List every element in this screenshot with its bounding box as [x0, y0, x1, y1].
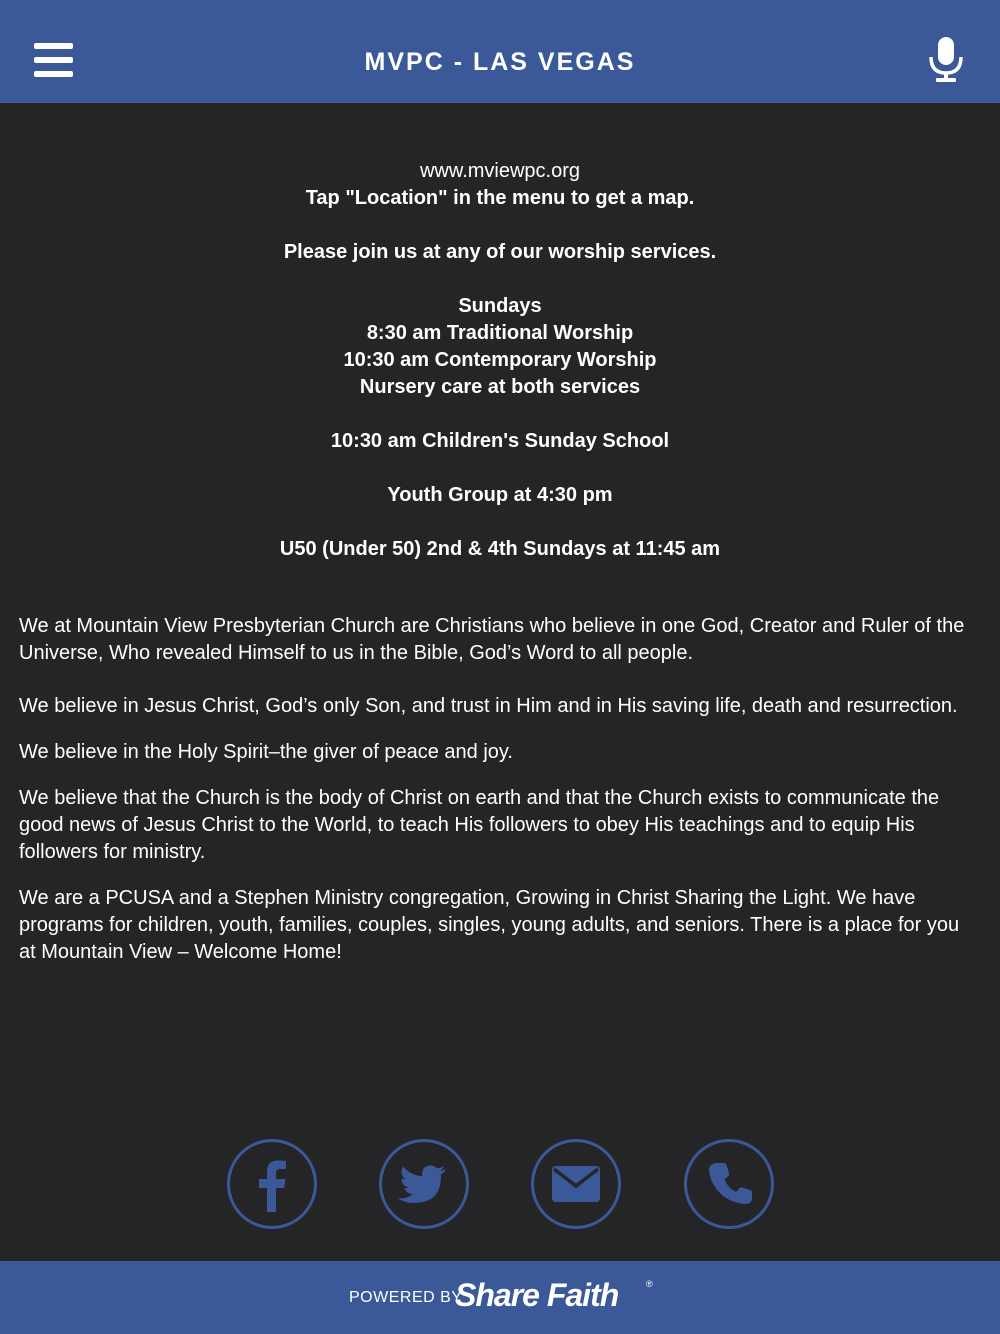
page-title: MVPC - LAS VEGAS: [364, 48, 636, 76]
about-paragraph: We are a PCUSA and a Stephen Ministry congregation, Growing in Christ Sharing the Light. We have programs for children, youth, families, couples, singles, young adults, and seniors. There is a place for you at Mountain View – Welcome Home!: [19, 887, 960, 963]
service-times-section: [0, 158, 1000, 563]
top-app-bar: [0, 0, 1000, 103]
microphone-icon[interactable]: [926, 35, 966, 83]
about-section: [19, 613, 979, 985]
registered-mark: ®: [646, 1279, 653, 1289]
about-paragraph: We believe in the Holy Spirit–the giver of peace and joy.: [19, 741, 513, 763]
website-link[interactable]: www.mviewpc.org: [419, 160, 581, 182]
phone-icon[interactable]: [684, 1139, 774, 1229]
twitter-icon[interactable]: [379, 1139, 469, 1229]
about-paragraph: We believe in Jesus Christ, God’s only Son, and trust in Him and in His saving life, death and resurrection.: [19, 695, 958, 717]
footer-bar: [0, 1261, 1000, 1334]
youth-group-time: Youth Group at 4:30 pm: [387, 484, 613, 506]
about-paragraph: We at Mountain View Presbyterian Church are Christians who believe in one God, Creator and Ruler of the Universe, Who revealed Himself to us in the Bible, God’s Word to all people.: [19, 615, 965, 664]
sunday-school-time: 10:30 am Children's Sunday School: [330, 430, 670, 452]
nursery-note: Nursery care at both services: [359, 376, 641, 398]
about-paragraph: We believe that the Church is the body of Christ on earth and that the Church exists to communicate the good news of Jesus Christ to the World, to teach His followers to obey His teachings and to equip His followers for ministry.: [19, 787, 940, 863]
location-tip: Tap "Location" in the menu to get a map.: [305, 187, 695, 209]
sundays-heading: Sundays: [458, 295, 542, 317]
contemporary-service: 10:30 am Contemporary Worship: [343, 349, 657, 371]
worship-invite: Please join us at any of our worship services.: [283, 241, 717, 263]
traditional-service: 8:30 am Traditional Worship: [366, 322, 634, 344]
facebook-icon[interactable]: [227, 1139, 317, 1229]
email-icon[interactable]: [531, 1139, 621, 1229]
social-links: [0, 1139, 1000, 1229]
u50-group-time: U50 (Under 50) 2nd & 4th Sundays at 11:45 am: [279, 538, 721, 560]
sharefaith-logo[interactable]: Share Faith: [455, 1277, 619, 1313]
powered-by-label: POWERED BY: [349, 1289, 463, 1306]
